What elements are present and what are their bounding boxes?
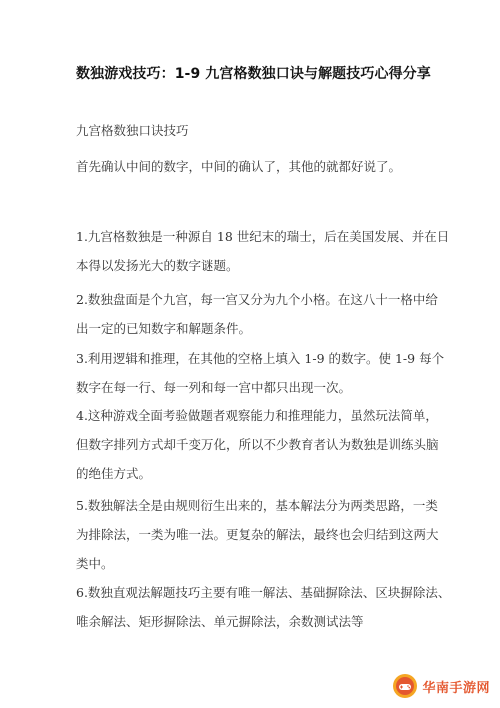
paragraph-4 <box>76 401 438 488</box>
paragraph-line: 数字在每一行、每一列和每一宫中都只出现一次。 <box>76 380 352 395</box>
paragraph-line: 但数字排列方式却千变万化，所以不少教育者认为数独是训练头脑 <box>76 437 439 452</box>
intro-paragraph: 首先确认中间的数字，中间的确认了，其他的就都好说了。 <box>76 159 402 174</box>
site-watermark <box>392 672 490 700</box>
paragraph-line: 出一定的已知数字和解题条件。 <box>76 321 252 336</box>
paragraph-line: 3.利用逻辑和推理，在其他的空格上填入 1-9 的数字。使 1-9 每个 <box>76 351 445 366</box>
paragraph-line: 1.九宫格数独是一种源自 18 世纪末的瑞士，后在美国发展、并在日 <box>76 229 450 244</box>
paragraph-line: 4.这种游戏全面考验做题者观察能力和推理能力，虽然玩法简单， <box>76 408 438 423</box>
paragraph-line: 5.数独解法全是由规则衍生出来的，基本解法分为两类思路，一类 <box>76 498 438 513</box>
paragraph-3 <box>76 344 445 402</box>
paragraph-line: 2.数独盘面是个九宫，每一宫又分为九个小格。在这八十一格中给 <box>76 292 438 307</box>
article-title: 数独游戏技巧：1-9 九宫格数独口诀与解题技巧心得分享 <box>76 66 431 82</box>
paragraph-line: 类中。 <box>76 556 114 571</box>
paragraph-line: 唯余解法、矩形摒除法、单元摒除法，余数测试法等 <box>76 614 364 629</box>
section-heading: 九宫格数独口诀技巧 <box>76 123 189 138</box>
game-controller-logo-icon <box>392 673 418 699</box>
paragraph-5 <box>76 491 438 578</box>
paragraph-6 <box>76 578 451 636</box>
watermark-text: 华南手游网 <box>422 680 490 696</box>
paragraph-line: 6.数独直观法解题技巧主要有唯一解法、基础摒除法、区块摒除法、 <box>76 585 451 600</box>
paragraph-1 <box>76 222 450 280</box>
paragraph-line: 的绝佳方式。 <box>76 466 152 481</box>
paragraph-line: 为排除法，一类为唯一法。更复杂的解法，最终也会归结到这两大 <box>76 527 439 542</box>
paragraph-2 <box>76 285 438 343</box>
paragraph-line: 本得以发扬光大的数字谜题。 <box>76 258 239 273</box>
